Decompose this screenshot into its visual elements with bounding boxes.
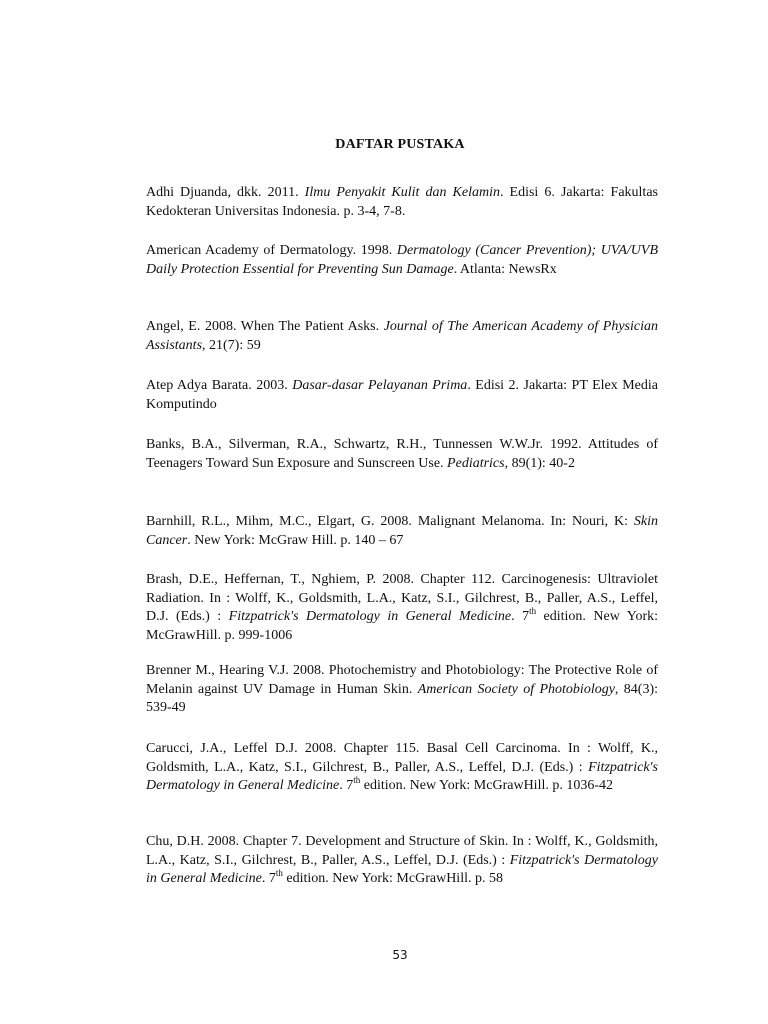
ref-details: . New York: McGraw Hill. p. 140 – 67 xyxy=(187,532,404,548)
ref-authors: Barnhill, R.L., Mihm, M.C., Elgart, G. 2008. Malignant Melanoma. In: Nouri, K: xyxy=(146,514,634,529)
ref-details: . Atlanta: NewsRx xyxy=(453,261,557,277)
ref-authors: American Academy of Dermatology. 1998. xyxy=(146,243,397,258)
page-title: DAFTAR PUSTAKA xyxy=(335,137,465,152)
ref-edition-suffix: th xyxy=(529,606,537,616)
ref-details: . xyxy=(261,871,269,886)
ref-authors: Atep Adya Barata. 2003. xyxy=(146,378,293,393)
ref-details: , 84(3): 539-49 xyxy=(146,681,658,715)
ref-edition-suffix: th xyxy=(275,868,283,878)
reference-entry xyxy=(146,740,658,796)
ref-source-title: Fitzpatrick's Dermatology in General Medicine xyxy=(146,759,658,793)
ref-source-title: Skin Cancer xyxy=(146,514,658,548)
ref-authors: Brenner M., Hearing V.J. 2008. Photochemistry and Photobiology: The Protective Role of Melanin against UV Damage in Human Skin. xyxy=(146,663,658,697)
ref-publisher: edition. New York: McGrawHill. p. 1036-42 xyxy=(360,778,614,793)
reference-entry xyxy=(146,571,658,645)
ref-authors: Brash, D.E., Heffernan, T., Nghiem, P. 2008. Chapter 112. Carcinogenesis: Ultraviolet Radiation. In : Wolff, K., Goldsmith, L.A., Katz, S.I., Gilchrest, B., Paller, A.S., Leffel, D.J. (Eds.) : xyxy=(146,572,658,624)
ref-publisher: edition. New York: McGrawHill. p. 999-1006 xyxy=(146,609,659,643)
ref-details: . Edisi 2. Jakarta: PT Elex Media Komputindo xyxy=(146,378,658,412)
ref-edition-number: 7 xyxy=(268,871,276,886)
ref-authors: Banks, B.A., Silverman, R.A., Schwartz, R.H., Tunnessen W.W.Jr. 1992. Attitudes of Teenagers Toward Sun Exposure and Sunscreen Use. xyxy=(146,437,658,471)
ref-edition-suffix: th xyxy=(353,775,361,785)
ref-authors: Chu, D.H. 2008. Chapter 7. Development and Structure of Skin. In : Wolff, K., Goldsmith, L.A., Katz, S.I., Gilchrest, B., Paller, A.S., Leffel, D.J. (Eds.) : xyxy=(146,834,658,868)
ref-details: , 89(1): 40-2 xyxy=(504,455,575,471)
reference-entry xyxy=(146,377,658,414)
ref-source-title: American Society of Photobiology xyxy=(417,681,615,697)
ref-edition-number: 7 xyxy=(346,778,354,793)
ref-publisher: edition. New York: McGrawHill. p. 58 xyxy=(282,871,503,886)
reference-entry xyxy=(146,662,658,718)
reference-entry xyxy=(146,242,658,279)
ref-source-title: Fitzpatrick's Dermatology in General Medicine xyxy=(228,609,512,624)
ref-source-title: Fitzpatrick's Dermatology in General Medicine xyxy=(146,852,658,886)
ref-source-title: Pediatrics xyxy=(447,455,505,471)
ref-details: . xyxy=(339,778,347,793)
ref-details: , 21(7): 59 xyxy=(202,337,261,353)
page-number: 53 xyxy=(392,948,408,962)
ref-source-title: Ilmu Penyakit Kulit dan Kelamin xyxy=(304,185,500,200)
ref-authors: Carucci, J.A., Leffel D.J. 2008. Chapter 115. Basal Cell Carcinoma. In : Wolff, K., Goldsmith, L.A., Katz, S.I., Gilchrest, B., Paller, A.S., Leffel, D.J. (Eds.) : xyxy=(146,741,658,775)
ref-authors: Angel, E. 2008. When The Patient Asks. xyxy=(146,319,384,334)
reference-entry xyxy=(146,318,658,355)
ref-source-title: Dasar-dasar Pelayanan Prima xyxy=(292,378,468,393)
ref-edition-number: 7 xyxy=(522,609,530,624)
reference-entry xyxy=(146,833,658,889)
ref-source-title: Journal of The American Academy of Physician Assistants xyxy=(146,319,659,353)
ref-authors: Adhi Djuanda, dkk. 2011. xyxy=(146,185,305,200)
ref-details: . xyxy=(511,609,523,624)
reference-entry xyxy=(146,184,658,221)
ref-source-title: Dermatology (Cancer Prevention); UVA/UVB Daily Protection Essential for Preventing Sun Damage xyxy=(146,243,658,277)
ref-details: . Edisi 6. Jakarta: Fakultas Kedokteran Universitas Indonesia. p. 3-4, 7-8. xyxy=(146,185,658,219)
reference-entry xyxy=(146,513,658,550)
reference-entry xyxy=(146,436,658,473)
